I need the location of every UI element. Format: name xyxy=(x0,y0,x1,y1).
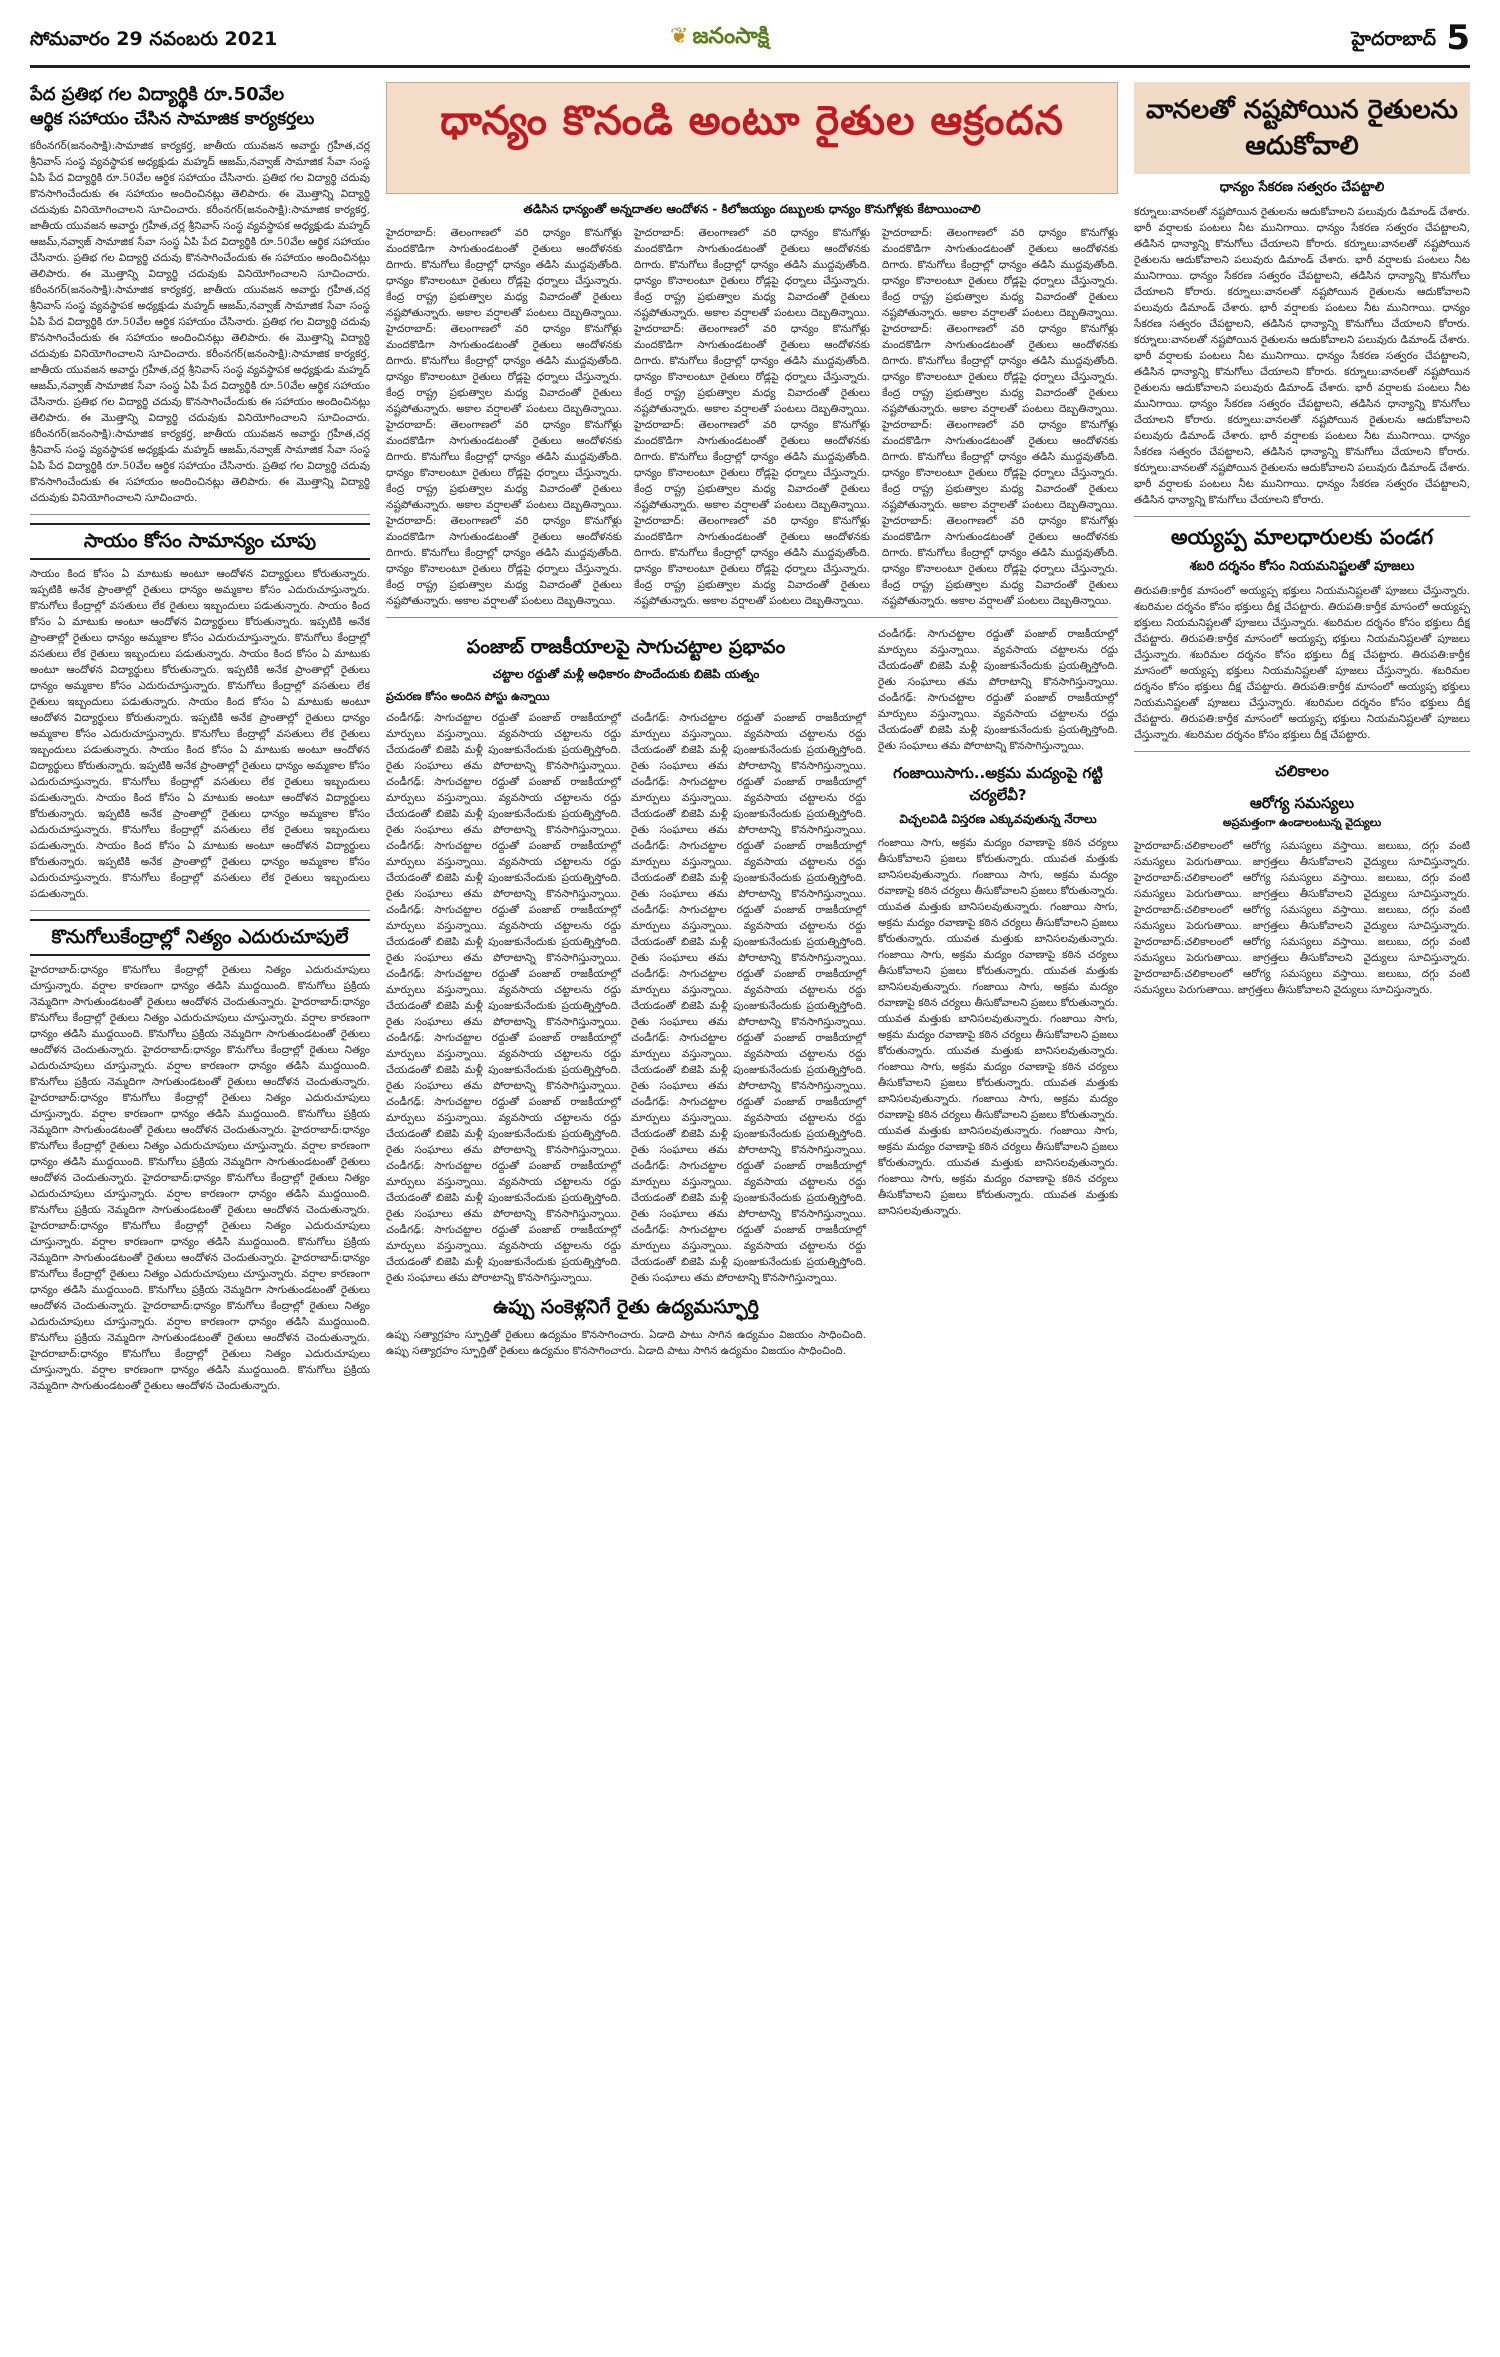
body-text-continued: హైదరాబాద్:ధాన్యం కొనుగోలు కేంద్రాల్లో రైతులు నిత్యం ఎదురుచూపులు చూస్తున్నారు. వర్షాల కారణంగా ధాన్యం తడిసి ముద్దయింది. కొనుగోలు ప్రక్రియ నెమ్మదిగా సాగుతుండటంతో రైతులు ఆందోళన చెందుతున్నారు. xyxy=(30,1092,370,1136)
left-story3-headline: కొనుగోలుకేంద్రాల్లో నిత్యం ఎదురుచూపులే xyxy=(30,919,370,956)
body-text-continued: హైదరాబాద్‌: తెలంగాణలో వరి ధాన్యం కొనుగోళ్లు మందకొడిగా సాగుతుండటంతో రైతులు ఆందోళనకు దిగారు. కొనుగోలు కేంద్రాల్లో ధాన్యం తడిసి ముద్దవుతోంది. ధాన్యం కొనాలంటూ రైతులు రోడ్లపై ధర్నాలు చేస్తున్నారు. కేంద్ర రాష్ట్ర ప్రభుత్వాల మధ్య వివాదంతో రైతులు నష్టపోతున్నారు. అకాల వర్షాలతో పంటలు దెబ్బతిన్నాయి. xyxy=(634,515,870,607)
body-text-continued: చండీగఢ్‌: సాగుచట్టాల రద్దుతో పంజాబ్‌ రాజకీయాల్లో మార్పులు వస్తున్నాయి. వ్యవసాయ చట్టాలను రద్దు చేయడంతో బిజెపి మళ్లీ పుంజుకునేందుకు ప్రయత్నిస్తోంది. రైతు సంఘాలు తమ పోరాటాన్ని కొనసాగిస్తున్నాయి. xyxy=(386,1224,621,1284)
body-text-continued: చండీగఢ్‌: సాగుచట్టాల రద్దుతో పంజాబ్‌ రాజకీయాల్లో మార్పులు వస్తున్నాయి. వ్యవసాయ చట్టాలను రద్దు చేయడంతో బిజెపి మళ్లీ పుంజుకునేందుకు ప్రయత్నిస్తోంది. రైతు సంఘాలు తమ పోరాటాన్ని కొనసాగిస్తున్నాయి. xyxy=(386,1032,621,1092)
logo-text: జనంసాక్షి xyxy=(692,24,770,49)
edition-date: సోమవారం 29 నవంబరు 2021 xyxy=(30,28,278,50)
body-text-continued: కరీంనగర్(జనంసాక్షి):సామాజిక కార్యకర్త, జాతీయ యువజన అవార్డు గ్రహీత,చర్ల శ్రీనివాస్ సంస్థ వ్యవస్థాపక అధ్యక్షుడు మహ్మద్ ఆజమ్,నవ్వాజ్ సామాజిక సేవా సంస్థ ఏపి పేద విద్యార్థికి రూ.50వేల ఆర్థిక సహాయం చేసినారు. ప్రతిభ గల విద్యార్థి చదువు కొనసాగించేందుకు ఈ సహాయం అందించినట్లు తెలిపారు. ఈ మొత్తాన్ని విద్యార్థి చదువుకు వినియోగించాలని సూచించారు. xyxy=(30,204,370,280)
body-text-continued: చండీగఢ్‌: సాగుచట్టాల రద్దుతో పంజాబ్‌ రాజకీయాల్లో మార్పులు వస్తున్నాయి. వ్యవసాయ చట్టాలను రద్దు చేయడంతో బిజెపి మళ్లీ పుంజుకునేందుకు ప్రయత్నిస్తోంది. రైతు సంఘాలు తమ పోరాటాన్ని కొనసాగిస్తున్నాయి. xyxy=(386,904,621,964)
left-column xyxy=(30,82,370,2332)
lower-center xyxy=(386,626,1118,1359)
body-text-continued: చండీగఢ్‌: సాగుచట్టాల రద్దుతో పంజాబ్‌ రాజకీయాల్లో మార్పులు వస్తున్నాయి. వ్యవసాయ చట్టాలను రద్దు చేయడంతో బిజెపి మళ్లీ పుంజుకునేందుకు ప్రయత్నిస్తోంది. రైతు సంఘాలు తమ పోరాటాన్ని కొనసాగిస్తున్నాయి. xyxy=(631,840,866,900)
body-text-continued: హైదరాబాద్:ధాన్యం కొనుగోలు కేంద్రాల్లో రైతులు నిత్యం ఎదురుచూపులు చూస్తున్నారు. వర్షాల కారణంగా ధాన్యం తడిసి ముద్దయింది. కొనుగోలు ప్రక్రియ నెమ్మదిగా సాగుతుండటంతో రైతులు ఆందోళన చెందుతున్నారు. xyxy=(30,1124,370,1184)
body-text-continued: చండీగఢ్‌: సాగుచట్టాల రద్దుతో పంజాబ్‌ రాజకీయాల్లో మార్పులు వస్తున్నాయి. వ్యవసాయ చట్టాలను రద్దు చేయడంతో బిజెపి మళ్లీ పుంజుకునేందుకు ప్రయత్నిస్తోంది. రైతు సంఘాలు తమ పోరాటాన్ని కొనసాగిస్తున్నాయి. xyxy=(386,968,621,1028)
right-story2-body: తిరుపతి:కార్తీక మాసంలో అయ్యప్ప భక్తులు నియమనిష్టలతో పూజలు చేస్తున్నారు. శబరిమల దర్శనం కోసం భక్తులు దీక్ష చేపట్టారు. తిరుపతి:కార్తీక మాసంలో అయ్యప్ప భక్తులు నియమనిష్టలతో పూజలు చేస్తున్నారు. శబరిమల దర్శనం కోసం భక్తులు దీక్ష చేపట్టారు. తిరుపతి:కార్తీక మాసంలో అయ్యప్ప భక్తులు నియమనిష్టలతో పూజలు చేస్తున్నారు. శబరిమల దర్శనం కోసం భక్తులు దీక్ష చేపట్టారు. తిరుపతి:కార్తీక మాసంలో అయ్యప్ప భక్తులు నియమనిష్టలతో పూజలు చేస్తున్నారు. శబరిమల దర్శనం కోసం భక్తులు దీక్ష చేపట్టారు. తిరుపతి:కార్తీక మాసంలో అయ్యప్ప భక్తులు నియమనిష్టలతో పూజలు చేస్తున్నారు. శబరిమల దర్శనం కోసం భక్తులు దీక్ష చేపట్టారు. తిరుపతి:కార్తీక మాసంలో అయ్యప్ప భక్తులు నియమనిష్టలతో పూజలు చేస్తున్నారు. శబరిమల దర్శనం కోసం భక్తులు దీక్ష చేపట్టారు. xyxy=(1134,585,1470,741)
punjab-columns xyxy=(386,710,866,1286)
body-text-continued: సాయం కింద కోసం ఏ మాటుకు అంటూ ఆందోళన విద్యార్థులు కోరుతున్నారు. ఇప్పటికి అనేక ప్రాంతాల్లో రైతులు ధాన్యం అమ్మకాల కోసం ఎదురుచూస్తున్నారు. కొనుగోలు కేంద్రాల్లో వసతులు లేక రైతులు ఇబ్బందులు పడుతున్నారు. xyxy=(30,696,370,756)
lead-headline: ధాన్యం కొనండి అంటూ రైతుల ఆక్రందన xyxy=(440,97,1064,144)
body-text-continued: గంజాయి సాగు, అక్రమ మద్యం రవాణాపై కఠిన చర్యలు తీసుకోవాలని ప్రజలు కోరుతున్నారు. యువత మత్తుకు బానిసలవుతున్నారు. xyxy=(878,901,1118,945)
body-text-continued: సాయం కింద కోసం ఏ మాటుకు అంటూ ఆందోళన విద్యార్థులు కోరుతున్నారు. ఇప్పటికి అనేక ప్రాంతాల్లో రైతులు ధాన్యం అమ్మకాల కోసం ఎదురుచూస్తున్నారు. కొనుగోలు కేంద్రాల్లో వసతులు లేక రైతులు ఇబ్బందులు పడుతున్నారు. xyxy=(30,744,370,804)
left-story3-body: హైదరాబాద్:ధాన్యం కొనుగోలు కేంద్రాల్లో రైతులు నిత్యం ఎదురుచూపులు చూస్తున్నారు. వర్షాల కారణంగా ధాన్యం తడిసి ముద్దయింది. కొనుగోలు ప్రక్రియ నెమ్మదిగా సాగుతుండటంతో రైతులు ఆందోళన చెందుతున్నారు. హైదరాబాద్:ధాన్యం కొనుగోలు కేంద్రాల్లో రైతులు నిత్యం ఎదురుచూపులు చూస్తున్నారు. వర్షాల కారణంగా ధాన్యం తడిసి ముద్దయింది. కొనుగోలు ప్రక్రియ నెమ్మదిగా సాగుతుండటంతో రైతులు ఆందోళన చెందుతున్నారు. హైదరాబాద్:ధాన్యం కొనుగోలు కేంద్రాల్లో రైతులు నిత్యం ఎదురుచూపులు చూస్తున్నారు. వర్షాల కారణంగా ధాన్యం తడిసి ముద్దయింది. కొనుగోలు ప్రక్రియ నెమ్మదిగా సాగుతుండటంతో రైతులు ఆందోళన చెందుతున్నారు. హైదరాబాద్:ధాన్యం కొనుగోలు కేంద్రాల్లో రైతులు నిత్యం ఎదురుచూపులు చూస్తున్నారు. వర్షాల కారణంగా ధాన్యం తడిసి ముద్దయింది. కొనుగోలు ప్రక్రియ నెమ్మదిగా సాగుతుండటంతో రైతులు ఆందోళన చెందుతున్నారు. హైదరాబాద్:ధాన్యం కొనుగోలు కేంద్రాల్లో రైతులు నిత్యం ఎదురుచూపులు చూస్తున్నారు. వర్షాల కారణంగా ధాన్యం తడిసి ముద్దయింది. కొనుగోలు ప్రక్రియ నెమ్మదిగా సాగుతుండటంతో రైతులు ఆందోళన చెందుతున్నారు. హైదరాబాద్:ధాన్యం కొనుగోలు కేంద్రాల్లో రైతులు నిత్యం ఎదురుచూపులు చూస్తున్నారు. వర్షాల కారణంగా ధాన్యం తడిసి ముద్దయింది. కొనుగోలు ప్రక్రియ నెమ్మదిగా సాగుతుండటంతో రైతులు ఆందోళన చెందుతున్నారు. హైదరాబాద్:ధాన్యం కొనుగోలు కేంద్రాల్లో రైతులు నిత్యం ఎదురుచూపులు చూస్తున్నారు. వర్షాల కారణంగా ధాన్యం తడిసి ముద్దయింది. కొనుగోలు ప్రక్రియ నెమ్మదిగా సాగుతుండటంతో రైతులు ఆందోళన చెందుతున్నారు. హైదరాబాద్:ధాన్యం కొనుగోలు కేంద్రాల్లో రైతులు నిత్యం ఎదురుచూపులు చూస్తున్నారు. వర్షాల కారణంగా ధాన్యం తడిసి ముద్దయింది. కొనుగోలు ప్రక్రియ నెమ్మదిగా సాగుతుండటంతో రైతులు ఆందోళన చెందుతున్నారు. హైదరాబాద్:ధాన్యం కొనుగోలు కేంద్రాల్లో రైతులు నిత్యం ఎదురుచూపులు చూస్తున్నారు. వర్షాల కారణంగా ధాన్యం తడిసి ముద్దయింది. కొనుగోలు ప్రక్రియ నెమ్మదిగా సాగుతుండటంతో రైతులు ఆందోళన చెందుతున్నారు. హైదరాబాద్:ధాన్యం కొనుగోలు కేంద్రాల్లో రైతులు నిత్యం ఎదురుచూపులు చూస్తున్నారు. వర్షాల కారణంగా ధాన్యం తడిసి ముద్దయింది. కొనుగోలు ప్రక్రియ నెమ్మదిగా సాగుతుండటంతో రైతులు ఆందోళన చెందుతున్నారు. xyxy=(30,964,370,1392)
newspaper-page xyxy=(30,20,1470,2337)
body-text-continued: తిరుపతి:కార్తీక మాసంలో అయ్యప్ప భక్తులు నియమనిష్టలతో పూజలు చేస్తున్నారు. శబరిమల దర్శనం కోసం భక్తులు దీక్ష చేపట్టారు. xyxy=(1134,649,1470,693)
body-text-continued: హైదరాబాద్:ధాన్యం కొనుగోలు కేంద్రాల్లో రైతులు నిత్యం ఎదురుచూపులు చూస్తున్నారు. వర్షాల కారణంగా ధాన్యం తడిసి ముద్దయింది. కొనుగోలు ప్రక్రియ నెమ్మదిగా సాగుతుండటంతో రైతులు ఆందోళన చెందుతున్నారు. xyxy=(30,1300,370,1344)
right-story1-body: కర్నూలు:వానలతో నష్టపోయిన రైతులను ఆదుకోవాలని పలువురు డిమాండ్ చేశారు. భారీ వర్షాలకు పంటలు నీట మునిగాయి. ధాన్యం సేకరణ సత్వరం చేపట్టాలని, తడిసిన ధాన్యాన్ని కొనుగోలు చేయాలని కోరారు. కర్నూలు:వానలతో నష్టపోయిన రైతులను ఆదుకోవాలని పలువురు డిమాండ్ చేశారు. భారీ వర్షాలకు పంటలు నీట మునిగాయి. ధాన్యం సేకరణ సత్వరం చేపట్టాలని, తడిసిన ధాన్యాన్ని కొనుగోలు చేయాలని కోరారు. కర్నూలు:వానలతో నష్టపోయిన రైతులను ఆదుకోవాలని పలువురు డిమాండ్ చేశారు. భారీ వర్షాలకు పంటలు నీట మునిగాయి. ధాన్యం సేకరణ సత్వరం చేపట్టాలని, తడిసిన ధాన్యాన్ని కొనుగోలు చేయాలని కోరారు. కర్నూలు:వానలతో నష్టపోయిన రైతులను ఆదుకోవాలని పలువురు డిమాండ్ చేశారు. భారీ వర్షాలకు పంటలు నీట మునిగాయి. ధాన్యం సేకరణ సత్వరం చేపట్టాలని, తడిసిన ధాన్యాన్ని కొనుగోలు చేయాలని కోరారు. కర్నూలు:వానలతో నష్టపోయిన రైతులను ఆదుకోవాలని పలువురు డిమాండ్ చేశారు. భారీ వర్షాలకు పంటలు నీట మునిగాయి. ధాన్యం సేకరణ సత్వరం చేపట్టాలని, తడిసిన ధాన్యాన్ని కొనుగోలు చేయాలని కోరారు. కర్నూలు:వానలతో నష్టపోయిన రైతులను ఆదుకోవాలని పలువురు డిమాండ్ చేశారు. భారీ వర్షాలకు పంటలు నీట మునిగాయి. ధాన్యం సేకరణ సత్వరం చేపట్టాలని, తడిసిన ధాన్యాన్ని కొనుగోలు చేయాలని కోరారు. కర్నూలు:వానలతో నష్టపోయిన రైతులను ఆదుకోవాలని పలువురు డిమాండ్ చేశారు. భారీ వర్షాలకు పంటలు నీట మునిగాయి. ధాన్యం సేకరణ సత్వరం చేపట్టాలని, తడిసిన ధాన్యాన్ని కొనుగోలు చేయాలని కోరారు. xyxy=(1134,206,1470,506)
divider xyxy=(30,910,370,911)
body-text-continued: చండీగఢ్‌: సాగుచట్టాల రద్దుతో పంజాబ్‌ రాజకీయాల్లో మార్పులు వస్తున్నాయి. వ్యవసాయ చట్టాలను రద్దు చేయడంతో బిజెపి మళ్లీ పుంజుకునేందుకు ప్రయత్నిస్తోంది. రైతు సంఘాలు తమ పోరాటాన్ని కొనసాగిస్తున్నాయి. xyxy=(631,776,866,836)
divider xyxy=(30,514,370,515)
divider xyxy=(1134,751,1470,752)
leaf-icon: ❦ xyxy=(670,24,689,49)
body-text-continued: హైదరాబాద్:ధాన్యం కొనుగోలు కేంద్రాల్లో రైతులు నిత్యం ఎదురుచూపులు చూస్తున్నారు. వర్షాల కారణంగా ధాన్యం తడిసి ముద్దయింది. కొనుగోలు ప్రక్రియ నెమ్మదిగా సాగుతుండటంతో రైతులు ఆందోళన చెందుతున్నారు. xyxy=(30,1220,370,1264)
left-story1-body: కరీంనగర్(జనంసాక్షి):సామాజిక కార్యకర్త, జాతీయ యువజన అవార్డు గ్రహీత,చర్ల శ్రీనివాస్ సంస్థ వ్యవస్థాపక అధ్యక్షుడు మహ్మద్ ఆజమ్,నవ్వాజ్ సామాజిక సేవా సంస్థ ఏపి పేద విద్యార్థికి రూ.50వేల ఆర్థిక సహాయం చేసినారు. ప్రతిభ గల విద్యార్థి చదువు కొనసాగించేందుకు ఈ సహాయం అందించినట్లు తెలిపారు. ఈ మొత్తాన్ని విద్యార్థి చదువుకు వినియోగించాలని సూచించారు. కరీంనగర్(జనంసాక్షి):సామాజిక కార్యకర్త, జాతీయ యువజన అవార్డు గ్రహీత,చర్ల శ్రీనివాస్ సంస్థ వ్యవస్థాపక అధ్యక్షుడు మహ్మద్ ఆజమ్,నవ్వాజ్ సామాజిక సేవా సంస్థ ఏపి పేద విద్యార్థికి రూ.50వేల ఆర్థిక సహాయం చేసినారు. ప్రతిభ గల విద్యార్థి చదువు కొనసాగించేందుకు ఈ సహాయం అందించినట్లు తెలిపారు. ఈ మొత్తాన్ని విద్యార్థి చదువుకు వినియోగించాలని సూచించారు. కరీంనగర్(జనంసాక్షి):సామాజిక కార్యకర్త, జాతీయ యువజన అవార్డు గ్రహీత,చర్ల శ్రీనివాస్ సంస్థ వ్యవస్థాపక అధ్యక్షుడు మహ్మద్ ఆజమ్,నవ్వాజ్ సామాజిక సేవా సంస్థ ఏపి పేద విద్యార్థికి రూ.50వేల ఆర్థిక సహాయం చేసినారు. ప్రతిభ గల విద్యార్థి చదువు కొనసాగించేందుకు ఈ సహాయం అందించినట్లు తెలిపారు. ఈ మొత్తాన్ని విద్యార్థి చదువుకు వినియోగించాలని సూచించారు. కరీంనగర్(జనంసాక్షి):సామాజిక కార్యకర్త, జాతీయ యువజన అవార్డు గ్రహీత,చర్ల శ్రీనివాస్ సంస్థ వ్యవస్థాపక అధ్యక్షుడు మహ్మద్ ఆజమ్,నవ్వాజ్ సామాజిక సేవా సంస్థ ఏపి పేద విద్యార్థికి రూ.50వేల ఆర్థిక సహాయం చేసినారు. ప్రతిభ గల విద్యార్థి చదువు కొనసాగించేందుకు ఈ సహాయం అందించినట్లు తెలిపారు. ఈ మొత్తాన్ని విద్యార్థి చదువుకు వినియోగించాలని సూచించారు. కరీంనగర్(జనంసాక్షి):సామాజిక కార్యకర్త, జాతీయ యువజన అవార్డు గ్రహీత,చర్ల శ్రీనివాస్ సంస్థ వ్యవస్థాపక అధ్యక్షుడు మహ్మద్ ఆజమ్,నవ్వాజ్ సామాజిక సేవా సంస్థ ఏపి పేద విద్యార్థికి రూ.50వేల ఆర్థిక సహాయం చేసినారు. ప్రతిభ గల విద్యార్థి చదువు కొనసాగించేందుకు ఈ సహాయం అందించినట్లు తెలిపారు. ఈ మొత్తాన్ని విద్యార్థి చదువుకు వినియోగించాలని సూచించారు. xyxy=(30,140,370,504)
body-text-continued: హైదరాబాద్‌: తెలంగాణలో వరి ధాన్యం కొనుగోళ్లు మందకొడిగా సాగుతుండటంతో రైతులు ఆందోళనకు దిగారు. కొనుగోలు కేంద్రాల్లో ధాన్యం తడిసి ముద్దవుతోంది. ధాన్యం కొనాలంటూ రైతులు రోడ్లపై ధర్నాలు చేస్తున్నారు. కేంద్ర రాష్ట్ర ప్రభుత్వాల మధ్య వివాదంతో రైతులు నష్టపోతున్నారు. అకాల వర్షాలతో పంటలు దెబ్బతిన్నాయి. xyxy=(634,419,870,511)
body-text-continued: హైదరాబాద్:చలికాలంలో ఆరోగ్య సమస్యలు వస్తాయి. జలుబు, దగ్గు వంటి సమస్యలు పెరుగుతాయి. జాగ్రత్తలు తీసుకోవాలని వైద్యులు సూచిస్తున్నారు. xyxy=(1134,968,1470,996)
ganja-kicker: విచ్చలవిడి విస్తరణ ఎక్కువవుతున్న నేరాలు xyxy=(899,812,1097,826)
divider xyxy=(1134,516,1470,517)
edition-city: హైదరాబాద్ xyxy=(1351,28,1436,50)
body-text-continued: సాయం కింద కోసం ఏ మాటుకు అంటూ ఆందోళన విద్యార్థులు కోరుతున్నారు. ఇప్పటికి అనేక ప్రాంతాల్లో రైతులు ధాన్యం అమ్మకాల కోసం ఎదురుచూస్తున్నారు. కొనుగోలు కేంద్రాల్లో వసతులు లేక రైతులు ఇబ్బందులు పడుతున్నారు. xyxy=(30,600,370,660)
body-text-continued: కరీంనగర్(జనంసాక్షి):సామాజిక కార్యకర్త, జాతీయ యువజన అవార్డు గ్రహీత,చర్ల శ్రీనివాస్ సంస్థ వ్యవస్థాపక అధ్యక్షుడు మహ్మద్ ఆజమ్,నవ్వాజ్ సామాజిక సేవా సంస్థ ఏపి పేద విద్యార్థికి రూ.50వేల ఆర్థిక సహాయం చేసినారు. ప్రతిభ గల విద్యార్థి చదువు కొనసాగించేందుకు ఈ సహాయం అందించినట్లు తెలిపారు. ఈ మొత్తాన్ని విద్యార్థి చదువుకు వినియోగించాలని సూచించారు. xyxy=(30,428,370,504)
right-story3-body: హైదరాబాద్:చలికాలంలో ఆరోగ్య సమస్యలు వస్తాయి. జలుబు, దగ్గు వంటి సమస్యలు పెరుగుతాయి. జాగ్రత్తలు తీసుకోవాలని వైద్యులు సూచిస్తున్నారు. హైదరాబాద్:చలికాలంలో ఆరోగ్య సమస్యలు వస్తాయి. జలుబు, దగ్గు వంటి సమస్యలు పెరుగుతాయి. జాగ్రత్తలు తీసుకోవాలని వైద్యులు సూచిస్తున్నారు. హైదరాబాద్:చలికాలంలో ఆరోగ్య సమస్యలు వస్తాయి. జలుబు, దగ్గు వంటి సమస్యలు పెరుగుతాయి. జాగ్రత్తలు తీసుకోవాలని వైద్యులు సూచిస్తున్నారు. హైదరాబాద్:చలికాలంలో ఆరోగ్య సమస్యలు వస్తాయి. జలుబు, దగ్గు వంటి సమస్యలు పెరుగుతాయి. జాగ్రత్తలు తీసుకోవాలని వైద్యులు సూచిస్తున్నారు. హైదరాబాద్:చలికాలంలో ఆరోగ్య సమస్యలు వస్తాయి. జలుబు, దగ్గు వంటి సమస్యలు పెరుగుతాయి. జాగ్రత్తలు తీసుకోవాలని వైద్యులు సూచిస్తున్నారు. xyxy=(1134,840,1470,996)
punjab-headline: పంజాబ్ రాజకీయాలపై సాగుచట్టాల ప్రభావం xyxy=(466,636,786,658)
ganja-headline: గంజాయిసాగు..అక్రమ మద్యంపై గట్టి చర్యలేవీ? xyxy=(893,764,1103,804)
body-text-continued: గంజాయి సాగు, అక్రమ మద్యం రవాణాపై కఠిన చర్యలు తీసుకోవాలని ప్రజలు కోరుతున్నారు. యువత మత్తుకు బానిసలవుతున్నారు. xyxy=(878,1125,1118,1169)
divider xyxy=(386,617,1118,618)
publication-logo xyxy=(670,24,769,54)
page-number: 5 xyxy=(1446,18,1470,58)
body-text-continued: హైదరాబాద్‌: తెలంగాణలో వరి ధాన్యం కొనుగోళ్లు మందకొడిగా సాగుతుండటంతో రైతులు ఆందోళనకు దిగారు. కొనుగోలు కేంద్రాల్లో ధాన్యం తడిసి ముద్దవుతోంది. ధాన్యం కొనాలంటూ రైతులు రోడ్లపై ధర్నాలు చేస్తున్నారు. కేంద్ర రాష్ట్ర ప్రభుత్వాల మధ్య వివాదంతో రైతులు నష్టపోతున్నారు. అకాల వర్షాలతో పంటలు దెబ్బతిన్నాయి. xyxy=(386,515,622,607)
right-story2-headline: అయ్యప్ప మాలధారులకు పండగ xyxy=(1170,525,1434,549)
left-story2-headline: సాయం కోసం సామాన్యం చూపు xyxy=(30,523,370,560)
body-text-continued: హైదరాబాద్‌: తెలంగాణలో వరి ధాన్యం కొనుగోళ్లు మందకొడిగా సాగుతుండటంతో రైతులు ఆందోళనకు దిగారు. కొనుగోలు కేంద్రాల్లో ధాన్యం తడిసి ముద్దవుతోంది. ధాన్యం కొనాలంటూ రైతులు రోడ్లపై ధర్నాలు చేస్తున్నారు. కేంద్ర రాష్ట్ర ప్రభుత్వాల మధ్య వివాదంతో రైతులు నష్టపోతున్నారు. అకాల వర్షాలతో పంటలు దెబ్బతిన్నాయి. xyxy=(882,323,1118,415)
body-text-continued: చండీగఢ్‌: సాగుచట్టాల రద్దుతో పంజాబ్‌ రాజకీయాల్లో మార్పులు వస్తున్నాయి. వ్యవసాయ చట్టాలను రద్దు చేయడంతో బిజెపి మళ్లీ పుంజుకునేందుకు ప్రయత్నిస్తోంది. రైతు సంఘాలు తమ పోరాటాన్ని కొనసాగిస్తున్నాయి. xyxy=(631,968,866,1028)
body-text-continued: చండీగఢ్‌: సాగుచట్టాల రద్దుతో పంజాబ్‌ రాజకీయాల్లో మార్పులు వస్తున్నాయి. వ్యవసాయ చట్టాలను రద్దు చేయడంతో బిజెపి మళ్లీ పుంజుకునేందుకు ప్రయత్నిస్తోంది. రైతు సంఘాలు తమ పోరాటాన్ని కొనసాగిస్తున్నాయి. xyxy=(386,1096,621,1156)
right-story1-header xyxy=(1134,82,1470,174)
body-text-continued: చండీగఢ్‌: సాగుచట్టాల రద్దుతో పంజాబ్‌ రాజకీయాల్లో మార్పులు వస్తున్నాయి. వ్యవసాయ చట్టాలను రద్దు చేయడంతో బిజెపి మళ్లీ పుంజుకునేందుకు ప్రయత్నిస్తోంది. రైతు సంఘాలు తమ పోరాటాన్ని కొనసాగిస్తున్నాయి. xyxy=(386,1160,621,1220)
body-text-continued: హైదరాబాద్:చలికాలంలో ఆరోగ్య సమస్యలు వస్తాయి. జలుబు, దగ్గు వంటి సమస్యలు పెరుగుతాయి. జాగ్రత్తలు తీసుకోవాలని వైద్యులు సూచిస్తున్నారు. xyxy=(1134,904,1470,932)
right-story3-sub: అప్రమత్తంగా ఉండాలంటున్న వైద్యులు xyxy=(1222,816,1382,829)
body-text-continued: సాయం కింద కోసం ఏ మాటుకు అంటూ ఆందోళన విద్యార్థులు కోరుతున్నారు. ఇప్పటికి అనేక ప్రాంతాల్లో రైతులు ధాన్యం అమ్మకాల కోసం ఎదురుచూస్తున్నారు. కొనుగోలు కేంద్రాల్లో వసతులు లేక రైతులు ఇబ్బందులు పడుతున్నారు. xyxy=(30,840,370,900)
body-text-continued: గంజాయి సాగు, అక్రమ మద్యం రవాణాపై కఠిన చర్యలు తీసుకోవాలని ప్రజలు కోరుతున్నారు. యువత మత్తుకు బానిసలవుతున్నారు. xyxy=(878,981,1118,1025)
body-text-continued: చండీగఢ్‌: సాగుచట్టాల రద్దుతో పంజాబ్‌ రాజకీయాల్లో మార్పులు వస్తున్నాయి. వ్యవసాయ చట్టాలను రద్దు చేయడంతో బిజెపి మళ్లీ పుంజుకునేందుకు ప్రయత్నిస్తోంది. రైతు సంఘాలు తమ పోరాటాన్ని కొనసాగిస్తున్నాయి. xyxy=(631,1032,866,1092)
body-text-continued: హైదరాబాద్:చలికాలంలో ఆరోగ్య సమస్యలు వస్తాయి. జలుబు, దగ్గు వంటి సమస్యలు పెరుగుతాయి. జాగ్రత్తలు తీసుకోవాలని వైద్యులు సూచిస్తున్నారు. xyxy=(1134,936,1470,964)
lead-story-col: హైదరాబాద్‌: తెలంగాణలో వరి ధాన్యం కొనుగోళ్లు మందకొడిగా సాగుతుండటంతో రైతులు ఆందోళనకు దిగారు. కొనుగోలు కేంద్రాల్లో ధాన్యం తడిసి ముద్దవుతోంది. ధాన్యం కొనాలంటూ రైతులు రోడ్లపై ధర్నాలు చేస్తున్నారు. కేంద్ర రాష్ట్ర ప్రభుత్వాల మధ్య వివాదంతో రైతులు నష్టపోతున్నారు. అకాల వర్షాలతో పంటలు దెబ్బతిన్నాయి. హైదరాబాద్‌: తెలంగాణలో వరి ధాన్యం కొనుగోళ్లు మందకొడిగా సాగుతుండటంతో రైతులు ఆందోళనకు దిగారు. కొనుగోలు కేంద్రాల్లో ధాన్యం తడిసి ముద్దవుతోంది. ధాన్యం కొనాలంటూ రైతులు రోడ్లపై ధర్నాలు చేస్తున్నారు. కేంద్ర రాష్ట్ర ప్రభుత్వాల మధ్య వివాదంతో రైతులు నష్టపోతున్నారు. అకాల వర్షాలతో పంటలు దెబ్బతిన్నాయి. హైదరాబాద్‌: తెలంగాణలో వరి ధాన్యం కొనుగోళ్లు మందకొడిగా సాగుతుండటంతో రైతులు ఆందోళనకు దిగారు. కొనుగోలు కేంద్రాల్లో ధాన్యం తడిసి ముద్దవుతోంది. ధాన్యం కొనాలంటూ రైతులు రోడ్లపై ధర్నాలు చేస్తున్నారు. కేంద్ర రాష్ట్ర ప్రభుత్వాల మధ్య వివాదంతో రైతులు నష్టపోతున్నారు. అకాల వర్షాలతో పంటలు దెబ్బతిన్నాయి. హైదరాబాద్‌: తెలంగాణలో వరి ధాన్యం కొనుగోళ్లు మందకొడిగా సాగుతుండటంతో రైతులు ఆందోళనకు దిగారు. కొనుగోలు కేంద్రాల్లో ధాన్యం తడిసి ముద్దవుతోంది. ధాన్యం కొనాలంటూ రైతులు రోడ్లపై ధర్నాలు చేస్తున్నారు. కేంద్ర రాష్ట్ర ప్రభుత్వాల మధ్య వివాదంతో రైతులు నష్టపోతున్నారు. అకాల వర్షాలతో పంటలు దెబ్బతిన్నాయి. xyxy=(386,227,622,607)
right-story3-headline: చలికాలం xyxy=(1275,762,1329,780)
lead-banner xyxy=(386,82,1118,194)
body-text-continued: కర్నూలు:వానలతో నష్టపోయిన రైతులను ఆదుకోవాలని పలువురు డిమాండ్ చేశారు. భారీ వర్షాలకు పంటలు నీట మునిగాయి. ధాన్యం సేకరణ సత్వరం చేపట్టాలని, తడిసిన ధాన్యాన్ని కొనుగోలు చేయాలని కోరారు. xyxy=(1134,286,1470,330)
body-text-continued: కరీంనగర్(జనంసాక్షి):సామాజిక కార్యకర్త, జాతీయ యువజన అవార్డు గ్రహీత,చర్ల శ్రీనివాస్ సంస్థ వ్యవస్థాపక అధ్యక్షుడు మహ్మద్ ఆజమ్,నవ్వాజ్ సామాజిక సేవా సంస్థ ఏపి పేద విద్యార్థికి రూ.50వేల ఆర్థిక సహాయం చేసినారు. ప్రతిభ గల విద్యార్థి చదువు కొనసాగించేందుకు ఈ సహాయం అందించినట్లు తెలిపారు. ఈ మొత్తాన్ని విద్యార్థి చదువుకు వినియోగించాలని సూచించారు. xyxy=(30,284,370,360)
body-text-continued: చండీగఢ్‌: సాగుచట్టాల రద్దుతో పంజాబ్‌ రాజకీయాల్లో మార్పులు వస్తున్నాయి. వ్యవసాయ చట్టాలను రద్దు చేయడంతో బిజెపి మళ్లీ పుంజుకునేందుకు ప్రయత్నిస్తోంది. రైతు సంఘాలు తమ పోరాటాన్ని కొనసాగిస్తున్నాయి. xyxy=(386,776,621,836)
body-text-continued: సాయం కింద కోసం ఏ మాటుకు అంటూ ఆందోళన విద్యార్థులు కోరుతున్నారు. ఇప్పటికి అనేక ప్రాంతాల్లో రైతులు ధాన్యం అమ్మకాల కోసం ఎదురుచూస్తున్నారు. కొనుగోలు కేంద్రాల్లో వసతులు లేక రైతులు ఇబ్బందులు పడుతున్నారు. xyxy=(30,792,370,852)
body-text-continued: గంజాయి సాగు, అక్రమ మద్యం రవాణాపై కఠిన చర్యలు తీసుకోవాలని ప్రజలు కోరుతున్నారు. యువత మత్తుకు బానిసలవుతున్నారు. xyxy=(878,1093,1118,1137)
body-text-continued: గంజాయి సాగు, అక్రమ మద్యం రవాణాపై కఠిన చర్యలు తీసుకోవాలని ప్రజలు కోరుతున్నారు. యువత మత్తుకు బానిసలవుతున్నారు. xyxy=(878,1173,1118,1217)
ganja-body: గంజాయి సాగు, అక్రమ మద్యం రవాణాపై కఠిన చర్యలు తీసుకోవాలని ప్రజలు కోరుతున్నారు. యువత మత్తుకు బానిసలవుతున్నారు. గంజాయి సాగు, అక్రమ మద్యం రవాణాపై కఠిన చర్యలు తీసుకోవాలని ప్రజలు కోరుతున్నారు. యువత మత్తుకు బానిసలవుతున్నారు. గంజాయి సాగు, అక్రమ మద్యం రవాణాపై కఠిన చర్యలు తీసుకోవాలని ప్రజలు కోరుతున్నారు. యువత మత్తుకు బానిసలవుతున్నారు. గంజాయి సాగు, అక్రమ మద్యం రవాణాపై కఠిన చర్యలు తీసుకోవాలని ప్రజలు కోరుతున్నారు. యువత మత్తుకు బానిసలవుతున్నారు. గంజాయి సాగు, అక్రమ మద్యం రవాణాపై కఠిన చర్యలు తీసుకోవాలని ప్రజలు కోరుతున్నారు. యువత మత్తుకు బానిసలవుతున్నారు. గంజాయి సాగు, అక్రమ మద్యం రవాణాపై కఠిన చర్యలు తీసుకోవాలని ప్రజలు కోరుతున్నారు. యువత మత్తుకు బానిసలవుతున్నారు. గంజాయి సాగు, అక్రమ మద్యం రవాణాపై కఠిన చర్యలు తీసుకోవాలని ప్రజలు కోరుతున్నారు. యువత మత్తుకు బానిసలవుతున్నారు. గంజాయి సాగు, అక్రమ మద్యం రవాణాపై కఠిన చర్యలు తీసుకోవాలని ప్రజలు కోరుతున్నారు. యువత మత్తుకు బానిసలవుతున్నారు. గంజాయి సాగు, అక్రమ మద్యం రవాణాపై కఠిన చర్యలు తీసుకోవాలని ప్రజలు కోరుతున్నారు. యువత మత్తుకు బానిసలవుతున్నారు. గంజాయి సాగు, అక్రమ మద్యం రవాణాపై కఠిన చర్యలు తీసుకోవాలని ప్రజలు కోరుతున్నారు. యువత మత్తుకు బానిసలవుతున్నారు. xyxy=(878,837,1118,1217)
body-text-continued: హైదరాబాద్:ధాన్యం కొనుగోలు కేంద్రాల్లో రైతులు నిత్యం ఎదురుచూపులు చూస్తున్నారు. వర్షాల కారణంగా ధాన్యం తడిసి ముద్దయింది. కొనుగోలు ప్రక్రియ నెమ్మదిగా సాగుతుండటంతో రైతులు ఆందోళన చెందుతున్నారు. xyxy=(30,1172,370,1216)
body-text-continued: తిరుపతి:కార్తీక మాసంలో అయ్యప్ప భక్తులు నియమనిష్టలతో పూజలు చేస్తున్నారు. శబరిమల దర్శనం కోసం భక్తులు దీక్ష చేపట్టారు. xyxy=(1134,681,1470,725)
body-text-continued: కరీంనగర్(జనంసాక్షి):సామాజిక కార్యకర్త, జాతీయ యువజన అవార్డు గ్రహీత,చర్ల శ్రీనివాస్ సంస్థ వ్యవస్థాపక అధ్యక్షుడు మహ్మద్ ఆజమ్,నవ్వాజ్ సామాజిక సేవా సంస్థ ఏపి పేద విద్యార్థికి రూ.50వేల ఆర్థిక సహాయం చేసినారు. ప్రతిభ గల విద్యార్థి చదువు కొనసాగించేందుకు ఈ సహాయం అందించినట్లు తెలిపారు. ఈ మొత్తాన్ని విద్యార్థి చదువుకు వినియోగించాలని సూచించారు. xyxy=(30,348,370,424)
body-text-continued: చండీగఢ్‌: సాగుచట్టాల రద్దుతో పంజాబ్‌ రాజకీయాల్లో మార్పులు వస్తున్నాయి. వ్యవసాయ చట్టాలను రద్దు చేయడంతో బిజెపి మళ్లీ పుంజుకునేందుకు ప్రయత్నిస్తోంది. రైతు సంఘాలు తమ పోరాటాన్ని కొనసాగిస్తున్నాయి. xyxy=(631,904,866,964)
body-text-continued: హైదరాబాద్:ధాన్యం కొనుగోలు కేంద్రాల్లో రైతులు నిత్యం ఎదురుచూపులు చూస్తున్నారు. వర్షాల కారణంగా ధాన్యం తడిసి ముద్దయింది. కొనుగోలు ప్రక్రియ నెమ్మదిగా సాగుతుండటంతో రైతులు ఆందోళన చెందుతున్నారు. xyxy=(30,1044,370,1088)
lead-story-col: హైదరాబాద్‌: తెలంగాణలో వరి ధాన్యం కొనుగోళ్లు మందకొడిగా సాగుతుండటంతో రైతులు ఆందోళనకు దిగారు. కొనుగోలు కేంద్రాల్లో ధాన్యం తడిసి ముద్దవుతోంది. ధాన్యం కొనాలంటూ రైతులు రోడ్లపై ధర్నాలు చేస్తున్నారు. కేంద్ర రాష్ట్ర ప్రభుత్వాల మధ్య వివాదంతో రైతులు నష్టపోతున్నారు. అకాల వర్షాలతో పంటలు దెబ్బతిన్నాయి. హైదరాబాద్‌: తెలంగాణలో వరి ధాన్యం కొనుగోళ్లు మందకొడిగా సాగుతుండటంతో రైతులు ఆందోళనకు దిగారు. కొనుగోలు కేంద్రాల్లో ధాన్యం తడిసి ముద్దవుతోంది. ధాన్యం కొనాలంటూ రైతులు రోడ్లపై ధర్నాలు చేస్తున్నారు. కేంద్ర రాష్ట్ర ప్రభుత్వాల మధ్య వివాదంతో రైతులు నష్టపోతున్నారు. అకాల వర్షాలతో పంటలు దెబ్బతిన్నాయి. హైదరాబాద్‌: తెలంగాణలో వరి ధాన్యం కొనుగోళ్లు మందకొడిగా సాగుతుండటంతో రైతులు ఆందోళనకు దిగారు. కొనుగోలు కేంద్రాల్లో ధాన్యం తడిసి ముద్దవుతోంది. ధాన్యం కొనాలంటూ రైతులు రోడ్లపై ధర్నాలు చేస్తున్నారు. కేంద్ర రాష్ట్ర ప్రభుత్వాల మధ్య వివాదంతో రైతులు నష్టపోతున్నారు. అకాల వర్షాలతో పంటలు దెబ్బతిన్నాయి. హైదరాబాద్‌: తెలంగాణలో వరి ధాన్యం కొనుగోళ్లు మందకొడిగా సాగుతుండటంతో రైతులు ఆందోళనకు దిగారు. కొనుగోలు కేంద్రాల్లో ధాన్యం తడిసి ముద్దవుతోంది. ధాన్యం కొనాలంటూ రైతులు రోడ్లపై ధర్నాలు చేస్తున్నారు. కేంద్ర రాష్ట్ర ప్రభుత్వాల మధ్య వివాదంతో రైతులు నష్టపోతున్నారు. అకాల వర్షాలతో పంటలు దెబ్బతిన్నాయి. xyxy=(882,227,1118,607)
body-text-continued: గంజాయి సాగు, అక్రమ మద్యం రవాణాపై కఠిన చర్యలు తీసుకోవాలని ప్రజలు కోరుతున్నారు. యువత మత్తుకు బానిసలవుతున్నారు. xyxy=(878,1061,1118,1105)
masthead xyxy=(30,20,1470,68)
punjab-col: చండీగఢ్‌: సాగుచట్టాల రద్దుతో పంజాబ్‌ రాజకీయాల్లో మార్పులు వస్తున్నాయి. వ్యవసాయ చట్టాలను రద్దు చేయడంతో బిజెపి మళ్లీ పుంజుకునేందుకు ప్రయత్నిస్తోంది. రైతు సంఘాలు తమ పోరాటాన్ని కొనసాగిస్తున్నాయి. చండీగఢ్‌: సాగుచట్టాల రద్దుతో పంజాబ్‌ రాజకీయాల్లో మార్పులు వస్తున్నాయి. వ్యవసాయ చట్టాలను రద్దు చేయడంతో బిజెపి మళ్లీ పుంజుకునేందుకు ప్రయత్నిస్తోంది. రైతు సంఘాలు తమ పోరాటాన్ని కొనసాగిస్తున్నాయి. చండీగఢ్‌: సాగుచట్టాల రద్దుతో పంజాబ్‌ రాజకీయాల్లో మార్పులు వస్తున్నాయి. వ్యవసాయ చట్టాలను రద్దు చేయడంతో బిజెపి మళ్లీ పుంజుకునేందుకు ప్రయత్నిస్తోంది. రైతు సంఘాలు తమ పోరాటాన్ని కొనసాగిస్తున్నాయి. చండీగఢ్‌: సాగుచట్టాల రద్దుతో పంజాబ్‌ రాజకీయాల్లో మార్పులు వస్తున్నాయి. వ్యవసాయ చట్టాలను రద్దు చేయడంతో బిజెపి మళ్లీ పుంజుకునేందుకు ప్రయత్నిస్తోంది. రైతు సంఘాలు తమ పోరాటాన్ని కొనసాగిస్తున్నాయి. చండీగఢ్‌: సాగుచట్టాల రద్దుతో పంజాబ్‌ రాజకీయాల్లో మార్పులు వస్తున్నాయి. వ్యవసాయ చట్టాలను రద్దు చేయడంతో బిజెపి మళ్లీ పుంజుకునేందుకు ప్రయత్నిస్తోంది. రైతు సంఘాలు తమ పోరాటాన్ని కొనసాగిస్తున్నాయి. చండీగఢ్‌: సాగుచట్టాల రద్దుతో పంజాబ్‌ రాజకీయాల్లో మార్పులు వస్తున్నాయి. వ్యవసాయ చట్టాలను రద్దు చేయడంతో బిజెపి మళ్లీ పుంజుకునేందుకు ప్రయత్నిస్తోంది. రైతు సంఘాలు తమ పోరాటాన్ని కొనసాగిస్తున్నాయి. చండీగఢ్‌: సాగుచట్టాల రద్దుతో పంజాబ్‌ రాజకీయాల్లో మార్పులు వస్తున్నాయి. వ్యవసాయ చట్టాలను రద్దు చేయడంతో బిజెపి మళ్లీ పుంజుకునేందుకు ప్రయత్నిస్తోంది. రైతు సంఘాలు తమ పోరాటాన్ని కొనసాగిస్తున్నాయి. చండీగఢ్‌: సాగుచట్టాల రద్దుతో పంజాబ్‌ రాజకీయాల్లో మార్పులు వస్తున్నాయి. వ్యవసాయ చట్టాలను రద్దు చేయడంతో బిజెపి మళ్లీ పుంజుకునేందుకు ప్రయత్నిస్తోంది. రైతు సంఘాలు తమ పోరాటాన్ని కొనసాగిస్తున్నాయి. చండీగఢ్‌: సాగుచట్టాల రద్దుతో పంజాబ్‌ రాజకీయాల్లో మార్పులు వస్తున్నాయి. వ్యవసాయ చట్టాలను రద్దు చేయడంతో బిజెపి మళ్లీ పుంజుకునేందుకు ప్రయత్నిస్తోంది. రైతు సంఘాలు తమ పోరాటాన్ని కొనసాగిస్తున్నాయి. xyxy=(631,712,866,1284)
body-text-continued: హైదరాబాద్‌: తెలంగాణలో వరి ధాన్యం కొనుగోళ్లు మందకొడిగా సాగుతుండటంతో రైతులు ఆందోళనకు దిగారు. కొనుగోలు కేంద్రాల్లో ధాన్యం తడిసి ముద్దవుతోంది. ధాన్యం కొనాలంటూ రైతులు రోడ్లపై ధర్నాలు చేస్తున్నారు. కేంద్ర రాష్ట్ర ప్రభుత్వాల మధ్య వివాదంతో రైతులు నష్టపోతున్నారు. అకాల వర్షాలతో పంటలు దెబ్బతిన్నాయి. xyxy=(386,419,622,511)
body-text-continued: కర్నూలు:వానలతో నష్టపోయిన రైతులను ఆదుకోవాలని పలువురు డిమాండ్ చేశారు. భారీ వర్షాలకు పంటలు నీట మునిగాయి. ధాన్యం సేకరణ సత్వరం చేపట్టాలని, తడిసిన ధాన్యాన్ని కొనుగోలు చేయాలని కోరారు. xyxy=(1134,366,1470,426)
right-story2-kicker: శబరి దర్శనం కోసం నియమనిష్టలతో పూజలు xyxy=(1189,559,1415,574)
body-text-continued: కర్నూలు:వానలతో నష్టపోయిన రైతులను ఆదుకోవాలని పలువురు డిమాండ్ చేశారు. భారీ వర్షాలకు పంటలు నీట మునిగాయి. ధాన్యం సేకరణ సత్వరం చేపట్టాలని, తడిసిన ధాన్యాన్ని కొనుగోలు చేయాలని కోరారు. xyxy=(1134,238,1470,298)
body-text-continued: కర్నూలు:వానలతో నష్టపోయిన రైతులను ఆదుకోవాలని పలువురు డిమాండ్ చేశారు. భారీ వర్షాలకు పంటలు నీట మునిగాయి. ధాన్యం సేకరణ సత్వరం చేపట్టాలని, తడిసిన ధాన్యాన్ని కొనుగోలు చేయాలని కోరారు. xyxy=(1134,334,1470,378)
punjab-col: చండీగఢ్‌: సాగుచట్టాల రద్దుతో పంజాబ్‌ రాజకీయాల్లో మార్పులు వస్తున్నాయి. వ్యవసాయ చట్టాలను రద్దు చేయడంతో బిజెపి మళ్లీ పుంజుకునేందుకు ప్రయత్నిస్తోంది. రైతు సంఘాలు తమ పోరాటాన్ని కొనసాగిస్తున్నాయి. చండీగఢ్‌: సాగుచట్టాల రద్దుతో పంజాబ్‌ రాజకీయాల్లో మార్పులు వస్తున్నాయి. వ్యవసాయ చట్టాలను రద్దు చేయడంతో బిజెపి మళ్లీ పుంజుకునేందుకు ప్రయత్నిస్తోంది. రైతు సంఘాలు తమ పోరాటాన్ని కొనసాగిస్తున్నాయి. చండీగఢ్‌: సాగుచట్టాల రద్దుతో పంజాబ్‌ రాజకీయాల్లో మార్పులు వస్తున్నాయి. వ్యవసాయ చట్టాలను రద్దు చేయడంతో బిజెపి మళ్లీ పుంజుకునేందుకు ప్రయత్నిస్తోంది. రైతు సంఘాలు తమ పోరాటాన్ని కొనసాగిస్తున్నాయి. చండీగఢ్‌: సాగుచట్టాల రద్దుతో పంజాబ్‌ రాజకీయాల్లో మార్పులు వస్తున్నాయి. వ్యవసాయ చట్టాలను రద్దు చేయడంతో బిజెపి మళ్లీ పుంజుకునేందుకు ప్రయత్నిస్తోంది. రైతు సంఘాలు తమ పోరాటాన్ని కొనసాగిస్తున్నాయి. చండీగఢ్‌: సాగుచట్టాల రద్దుతో పంజాబ్‌ రాజకీయాల్లో మార్పులు వస్తున్నాయి. వ్యవసాయ చట్టాలను రద్దు చేయడంతో బిజెపి మళ్లీ పుంజుకునేందుకు ప్రయత్నిస్తోంది. రైతు సంఘాలు తమ పోరాటాన్ని కొనసాగిస్తున్నాయి. చండీగఢ్‌: సాగుచట్టాల రద్దుతో పంజాబ్‌ రాజకీయాల్లో మార్పులు వస్తున్నాయి. వ్యవసాయ చట్టాలను రద్దు చేయడంతో బిజెపి మళ్లీ పుంజుకునేందుకు ప్రయత్నిస్తోంది. రైతు సంఘాలు తమ పోరాటాన్ని కొనసాగిస్తున్నాయి. చండీగఢ్‌: సాగుచట్టాల రద్దుతో పంజాబ్‌ రాజకీయాల్లో మార్పులు వస్తున్నాయి. వ్యవసాయ చట్టాలను రద్దు చేయడంతో బిజెపి మళ్లీ పుంజుకునేందుకు ప్రయత్నిస్తోంది. రైతు సంఘాలు తమ పోరాటాన్ని కొనసాగిస్తున్నాయి. చండీగఢ్‌: సాగుచట్టాల రద్దుతో పంజాబ్‌ రాజకీయాల్లో మార్పులు వస్తున్నాయి. వ్యవసాయ చట్టాలను రద్దు చేయడంతో బిజెపి మళ్లీ పుంజుకునేందుకు ప్రయత్నిస్తోంది. రైతు సంఘాలు తమ పోరాటాన్ని కొనసాగిస్తున్నాయి. చండీగఢ్‌: సాగుచట్టాల రద్దుతో పంజాబ్‌ రాజకీయాల్లో మార్పులు వస్తున్నాయి. వ్యవసాయ చట్టాలను రద్దు చేయడంతో బిజెపి మళ్లీ పుంజుకునేందుకు ప్రయత్నిస్తోంది. రైతు సంఘాలు తమ పోరాటాన్ని కొనసాగిస్తున్నాయి. xyxy=(386,712,621,1284)
left-story2-body: సాయం కింద కోసం ఏ మాటుకు అంటూ ఆందోళన విద్యార్థులు కోరుతున్నారు. ఇప్పటికి అనేక ప్రాంతాల్లో రైతులు ధాన్యం అమ్మకాల కోసం ఎదురుచూస్తున్నారు. కొనుగోలు కేంద్రాల్లో వసతులు లేక రైతులు ఇబ్బందులు పడుతున్నారు. సాయం కింద కోసం ఏ మాటుకు అంటూ ఆందోళన విద్యార్థులు కోరుతున్నారు. ఇప్పటికి అనేక ప్రాంతాల్లో రైతులు ధాన్యం అమ్మకాల కోసం ఎదురుచూస్తున్నారు. కొనుగోలు కేంద్రాల్లో వసతులు లేక రైతులు ఇబ్బందులు పడుతున్నారు. సాయం కింద కోసం ఏ మాటుకు అంటూ ఆందోళన విద్యార్థులు కోరుతున్నారు. ఇప్పటికి అనేక ప్రాంతాల్లో రైతులు ధాన్యం అమ్మకాల కోసం ఎదురుచూస్తున్నారు. కొనుగోలు కేంద్రాల్లో వసతులు లేక రైతులు ఇబ్బందులు పడుతున్నారు. సాయం కింద కోసం ఏ మాటుకు అంటూ ఆందోళన విద్యార్థులు కోరుతున్నారు. ఇప్పటికి అనేక ప్రాంతాల్లో రైతులు ధాన్యం అమ్మకాల కోసం ఎదురుచూస్తున్నారు. కొనుగోలు కేంద్రాల్లో వసతులు లేక రైతులు ఇబ్బందులు పడుతున్నారు. సాయం కింద కోసం ఏ మాటుకు అంటూ ఆందోళన విద్యార్థులు కోరుతున్నారు. ఇప్పటికి అనేక ప్రాంతాల్లో రైతులు ధాన్యం అమ్మకాల కోసం ఎదురుచూస్తున్నారు. కొనుగోలు కేంద్రాల్లో వసతులు లేక రైతులు ఇబ్బందులు పడుతున్నారు. సాయం కింద కోసం ఏ మాటుకు అంటూ ఆందోళన విద్యార్థులు కోరుతున్నారు. ఇప్పటికి అనేక ప్రాంతాల్లో రైతులు ధాన్యం అమ్మకాల కోసం ఎదురుచూస్తున్నారు. కొనుగోలు కేంద్రాల్లో వసతులు లేక రైతులు ఇబ్బందులు పడుతున్నారు. సాయం కింద కోసం ఏ మాటుకు అంటూ ఆందోళన విద్యార్థులు కోరుతున్నారు. ఇప్పటికి అనేక ప్రాంతాల్లో రైతులు ధాన్యం అమ్మకాల కోసం ఎదురుచూస్తున్నారు. కొనుగోలు కేంద్రాల్లో వసతులు లేక రైతులు ఇబ్బందులు పడుతున్నారు. xyxy=(30,568,370,900)
body-text-continued: తిరుపతి:కార్తీక మాసంలో అయ్యప్ప భక్తులు నియమనిష్టలతో పూజలు చేస్తున్నారు. శబరిమల దర్శనం కోసం భక్తులు దీక్ష చేపట్టారు. xyxy=(1134,601,1470,645)
left-story1-headline-line2: ఆర్థిక సహాయం చేసిన సామాజిక కార్యకర్తలు xyxy=(30,109,315,129)
body-text-continued: హైదరాబాద్:ధాన్యం కొనుగోలు కేంద్రాల్లో రైతులు నిత్యం ఎదురుచూపులు చూస్తున్నారు. వర్షాల కారణంగా ధాన్యం తడిసి ముద్దయింది. కొనుగోలు ప్రక్రియ నెమ్మదిగా సాగుతుండటంతో రైతులు ఆందోళన చెందుతున్నారు. xyxy=(30,996,370,1056)
body-text-continued: చండీగఢ్‌: సాగుచట్టాల రద్దుతో పంజాబ్‌ రాజకీయాల్లో మార్పులు వస్తున్నాయి. వ్యవసాయ చట్టాలను రద్దు చేయడంతో బిజెపి మళ్లీ పుంజుకునేందుకు ప్రయత్నిస్తోంది. రైతు సంఘాలు తమ పోరాటాన్ని కొనసాగిస్తున్నాయి. xyxy=(631,1160,866,1220)
body-text-continued: హైదరాబాద్:ధాన్యం కొనుగోలు కేంద్రాల్లో రైతులు నిత్యం ఎదురుచూపులు చూస్తున్నారు. వర్షాల కారణంగా ధాన్యం తడిసి ముద్దయింది. కొనుగోలు ప్రక్రియ నెమ్మదిగా సాగుతుండటంతో రైతులు ఆందోళన చెందుతున్నారు. xyxy=(30,1252,370,1312)
body-text-continued: గంజాయి సాగు, అక్రమ మద్యం రవాణాపై కఠిన చర్యలు తీసుకోవాలని ప్రజలు కోరుతున్నారు. యువత మత్తుకు బానిసలవుతున్నారు. xyxy=(878,1013,1118,1057)
ganja-pre: చండీగఢ్‌: సాగుచట్టాల రద్దుతో పంజాబ్‌ రాజకీయాల్లో మార్పులు వస్తున్నాయి. వ్యవసాయ చట్టాలను రద్దు చేయడంతో బిజెపి మళ్లీ పుంజుకునేందుకు ప్రయత్నిస్తోంది. రైతు సంఘాలు తమ పోరాటాన్ని కొనసాగిస్తున్నాయి. చండీగఢ్‌: సాగుచట్టాల రద్దుతో పంజాబ్‌ రాజకీయాల్లో మార్పులు వస్తున్నాయి. వ్యవసాయ చట్టాలను రద్దు చేయడంతో బిజెపి మళ్లీ పుంజుకునేందుకు ప్రయత్నిస్తోంది. రైతు సంఘాలు తమ పోరాటాన్ని కొనసాగిస్తున్నాయి. xyxy=(878,628,1118,752)
punjab-story xyxy=(386,626,866,1359)
body-text-continued: కర్నూలు:వానలతో నష్టపోయిన రైతులను ఆదుకోవాలని పలువురు డిమాండ్ చేశారు. భారీ వర్షాలకు పంటలు నీట మునిగాయి. ధాన్యం సేకరణ సత్వరం చేపట్టాలని, తడిసిన ధాన్యాన్ని కొనుగోలు చేయాలని కోరారు. xyxy=(1134,414,1470,458)
salt-body: ఉప్పు సత్యాగ్రహం స్ఫూర్తితో రైతులు ఉద్యమం కొనసాగించారు. ఏడాది పాటు సాగిన ఉద్యమం విజయం సాధించింది. ఉప్పు సత్యాగ్రహం స్ఫూర్తితో రైతులు ఉద్యమం కొనసాగించారు. ఏడాది పాటు సాగిన ఉద్యమం విజయం సాధించింది. xyxy=(386,1329,866,1357)
lead-deck: తడిసిన ధాన్యంతో అన్నదాతల ఆందోళన - కిలోజయ్యం దబ్బులకు ధాన్యం కొనుగోళ్లకు కేటాయించాలి xyxy=(523,202,981,216)
ganja-story xyxy=(878,626,1118,1359)
body-text-continued: హైదరాబాద్:చలికాలంలో ఆరోగ్య సమస్యలు వస్తాయి. జలుబు, దగ్గు వంటి సమస్యలు పెరుగుతాయి. జాగ్రత్తలు తీసుకోవాలని వైద్యులు సూచిస్తున్నారు. xyxy=(1134,872,1470,900)
right-story3-kicker: ఆరోగ్య సమస్యలు xyxy=(1249,794,1355,812)
body-text-continued: గంజాయి సాగు, అక్రమ మద్యం రవాణాపై కఠిన చర్యలు తీసుకోవాలని ప్రజలు కోరుతున్నారు. యువత మత్తుకు బానిసలవుతున్నారు. xyxy=(878,949,1118,993)
center-area xyxy=(386,82,1118,2332)
body-text-continued: చండీగఢ్‌: సాగుచట్టాల రద్దుతో పంజాబ్‌ రాజకీయాల్లో మార్పులు వస్తున్నాయి. వ్యవసాయ చట్టాలను రద్దు చేయడంతో బిజెపి మళ్లీ పుంజుకునేందుకు ప్రయత్నిస్తోంది. రైతు సంఘాలు తమ పోరాటాన్ని కొనసాగిస్తున్నాయి. xyxy=(878,692,1118,752)
body-text-continued: తిరుపతి:కార్తీక మాసంలో అయ్యప్ప భక్తులు నియమనిష్టలతో పూజలు చేస్తున్నారు. శబరిమల దర్శనం కోసం భక్తులు దీక్ష చేపట్టారు. xyxy=(1134,633,1470,661)
body-text-continued: తిరుపతి:కార్తీక మాసంలో అయ్యప్ప భక్తులు నియమనిష్టలతో పూజలు చేస్తున్నారు. శబరిమల దర్శనం కోసం భక్తులు దీక్ష చేపట్టారు. xyxy=(1134,713,1470,741)
right-story1-kicker: ధాన్యం సేకరణ సత్వరం చేపట్టాలి xyxy=(1219,180,1385,195)
body-text-continued: ఉప్పు సత్యాగ్రహం స్ఫూర్తితో రైతులు ఉద్యమం కొనసాగించారు. ఏడాది పాటు సాగిన ఉద్యమం విజయం సాధించింది. xyxy=(386,1345,847,1357)
left-story1-headline-line1: పేద ప్రతిభ గల విద్యార్థికి రూ.50వేల xyxy=(30,84,285,105)
body-text-continued: హైదరాబాద్‌: తెలంగాణలో వరి ధాన్యం కొనుగోళ్లు మందకొడిగా సాగుతుండటంతో రైతులు ఆందోళనకు దిగారు. కొనుగోలు కేంద్రాల్లో ధాన్యం తడిసి ముద్దవుతోంది. ధాన్యం కొనాలంటూ రైతులు రోడ్లపై ధర్నాలు చేస్తున్నారు. కేంద్ర రాష్ట్ర ప్రభుత్వాల మధ్య వివాదంతో రైతులు నష్టపోతున్నారు. అకాల వర్షాలతో పంటలు దెబ్బతిన్నాయి. xyxy=(882,419,1118,511)
body-text-continued: గంజాయి సాగు, అక్రమ మద్యం రవాణాపై కఠిన చర్యలు తీసుకోవాలని ప్రజలు కోరుతున్నారు. యువత మత్తుకు బానిసలవుతున్నారు. xyxy=(878,869,1118,913)
body-text-continued: సాయం కింద కోసం ఏ మాటుకు అంటూ ఆందోళన విద్యార్థులు కోరుతున్నారు. ఇప్పటికి అనేక ప్రాంతాల్లో రైతులు ధాన్యం అమ్మకాల కోసం ఎదురుచూస్తున్నారు. కొనుగోలు కేంద్రాల్లో వసతులు లేక రైతులు ఇబ్బందులు పడుతున్నారు. xyxy=(30,648,370,708)
right-column xyxy=(1134,82,1470,2332)
body-text-continued: హైదరాబాద్‌: తెలంగాణలో వరి ధాన్యం కొనుగోళ్లు మందకొడిగా సాగుతుండటంతో రైతులు ఆందోళనకు దిగారు. కొనుగోలు కేంద్రాల్లో ధాన్యం తడిసి ముద్దవుతోంది. ధాన్యం కొనాలంటూ రైతులు రోడ్లపై ధర్నాలు చేస్తున్నారు. కేంద్ర రాష్ట్ర ప్రభుత్వాల మధ్య వివాదంతో రైతులు నష్టపోతున్నారు. అకాల వర్షాలతో పంటలు దెబ్బతిన్నాయి. xyxy=(882,515,1118,607)
body-text-continued: హైదరాబాద్‌: తెలంగాణలో వరి ధాన్యం కొనుగోళ్లు మందకొడిగా సాగుతుండటంతో రైతులు ఆందోళనకు దిగారు. కొనుగోలు కేంద్రాల్లో ధాన్యం తడిసి ముద్దవుతోంది. ధాన్యం కొనాలంటూ రైతులు రోడ్లపై ధర్నాలు చేస్తున్నారు. కేంద్ర రాష్ట్ర ప్రభుత్వాల మధ్య వివాదంతో రైతులు నష్టపోతున్నారు. అకాల వర్షాలతో పంటలు దెబ్బతిన్నాయి. xyxy=(634,323,870,415)
punjab-byline: ప్రచురణ కోసం అందిన పోస్టు ఉన్నాయి xyxy=(386,690,550,703)
right-story1-headline: వానలతో నష్టపోయిన రైతులను ఆదుకోవాలి xyxy=(1146,95,1458,161)
lead-story-columns xyxy=(386,225,1118,609)
body-text-continued: చండీగఢ్‌: సాగుచట్టాల రద్దుతో పంజాబ్‌ రాజకీయాల్లో మార్పులు వస్తున్నాయి. వ్యవసాయ చట్టాలను రద్దు చేయడంతో బిజెపి మళ్లీ పుంజుకునేందుకు ప్రయత్నిస్తోంది. రైతు సంఘాలు తమ పోరాటాన్ని కొనసాగిస్తున్నాయి. xyxy=(631,1096,866,1156)
body-text-continued: హైదరాబాద్‌: తెలంగాణలో వరి ధాన్యం కొనుగోళ్లు మందకొడిగా సాగుతుండటంతో రైతులు ఆందోళనకు దిగారు. కొనుగోలు కేంద్రాల్లో ధాన్యం తడిసి ముద్దవుతోంది. ధాన్యం కొనాలంటూ రైతులు రోడ్లపై ధర్నాలు చేస్తున్నారు. కేంద్ర రాష్ట్ర ప్రభుత్వాల మధ్య వివాదంతో రైతులు నష్టపోతున్నారు. అకాల వర్షాలతో పంటలు దెబ్బతిన్నాయి. xyxy=(386,323,622,415)
body-text-continued: హైదరాబాద్:ధాన్యం కొనుగోలు కేంద్రాల్లో రైతులు నిత్యం ఎదురుచూపులు చూస్తున్నారు. వర్షాల కారణంగా ధాన్యం తడిసి ముద్దయింది. కొనుగోలు ప్రక్రియ నెమ్మదిగా సాగుతుండటంతో రైతులు ఆందోళన చెందుతున్నారు. xyxy=(30,1348,370,1392)
lead-story-col: హైదరాబాద్‌: తెలంగాణలో వరి ధాన్యం కొనుగోళ్లు మందకొడిగా సాగుతుండటంతో రైతులు ఆందోళనకు దిగారు. కొనుగోలు కేంద్రాల్లో ధాన్యం తడిసి ముద్దవుతోంది. ధాన్యం కొనాలంటూ రైతులు రోడ్లపై ధర్నాలు చేస్తున్నారు. కేంద్ర రాష్ట్ర ప్రభుత్వాల మధ్య వివాదంతో రైతులు నష్టపోతున్నారు. అకాల వర్షాలతో పంటలు దెబ్బతిన్నాయి. హైదరాబాద్‌: తెలంగాణలో వరి ధాన్యం కొనుగోళ్లు మందకొడిగా సాగుతుండటంతో రైతులు ఆందోళనకు దిగారు. కొనుగోలు కేంద్రాల్లో ధాన్యం తడిసి ముద్దవుతోంది. ధాన్యం కొనాలంటూ రైతులు రోడ్లపై ధర్నాలు చేస్తున్నారు. కేంద్ర రాష్ట్ర ప్రభుత్వాల మధ్య వివాదంతో రైతులు నష్టపోతున్నారు. అకాల వర్షాలతో పంటలు దెబ్బతిన్నాయి. హైదరాబాద్‌: తెలంగాణలో వరి ధాన్యం కొనుగోళ్లు మందకొడిగా సాగుతుండటంతో రైతులు ఆందోళనకు దిగారు. కొనుగోలు కేంద్రాల్లో ధాన్యం తడిసి ముద్దవుతోంది. ధాన్యం కొనాలంటూ రైతులు రోడ్లపై ధర్నాలు చేస్తున్నారు. కేంద్ర రాష్ట్ర ప్రభుత్వాల మధ్య వివాదంతో రైతులు నష్టపోతున్నారు. అకాల వర్షాలతో పంటలు దెబ్బతిన్నాయి. హైదరాబాద్‌: తెలంగాణలో వరి ధాన్యం కొనుగోళ్లు మందకొడిగా సాగుతుండటంతో రైతులు ఆందోళనకు దిగారు. కొనుగోలు కేంద్రాల్లో ధాన్యం తడిసి ముద్దవుతోంది. ధాన్యం కొనాలంటూ రైతులు రోడ్లపై ధర్నాలు చేస్తున్నారు. కేంద్ర రాష్ట్ర ప్రభుత్వాల మధ్య వివాదంతో రైతులు నష్టపోతున్నారు. అకాల వర్షాలతో పంటలు దెబ్బతిన్నాయి. xyxy=(634,227,870,607)
body-text-continued: చండీగఢ్‌: సాగుచట్టాల రద్దుతో పంజాబ్‌ రాజకీయాల్లో మార్పులు వస్తున్నాయి. వ్యవసాయ చట్టాలను రద్దు చేయడంతో బిజెపి మళ్లీ పుంజుకునేందుకు ప్రయత్నిస్తోంది. రైతు సంఘాలు తమ పోరాటాన్ని కొనసాగిస్తున్నాయి. xyxy=(631,1224,866,1284)
body-text-continued: చండీగఢ్‌: సాగుచట్టాల రద్దుతో పంజాబ్‌ రాజకీయాల్లో మార్పులు వస్తున్నాయి. వ్యవసాయ చట్టాలను రద్దు చేయడంతో బిజెపి మళ్లీ పుంజుకునేందుకు ప్రయత్నిస్తోంది. రైతు సంఘాలు తమ పోరాటాన్ని కొనసాగిస్తున్నాయి. xyxy=(386,840,621,900)
salt-headline: ఉప్పు సంకెళ్లనిగే రైతు ఉద్యమస్ఫూర్తి xyxy=(493,1296,759,1318)
left-story1-headline xyxy=(30,82,370,132)
body-text-continued: కర్నూలు:వానలతో నష్టపోయిన రైతులను ఆదుకోవాలని పలువురు డిమాండ్ చేశారు. భారీ వర్షాలకు పంటలు నీట మునిగాయి. ధాన్యం సేకరణ సత్వరం చేపట్టాలని, తడిసిన ధాన్యాన్ని కొనుగోలు చేయాలని కోరారు. xyxy=(1134,462,1470,506)
punjab-kicker: చట్టాల రద్దుతో మళ్లీ అధికారం పొందేందుకు బిజెపి యత్నం xyxy=(492,667,760,681)
